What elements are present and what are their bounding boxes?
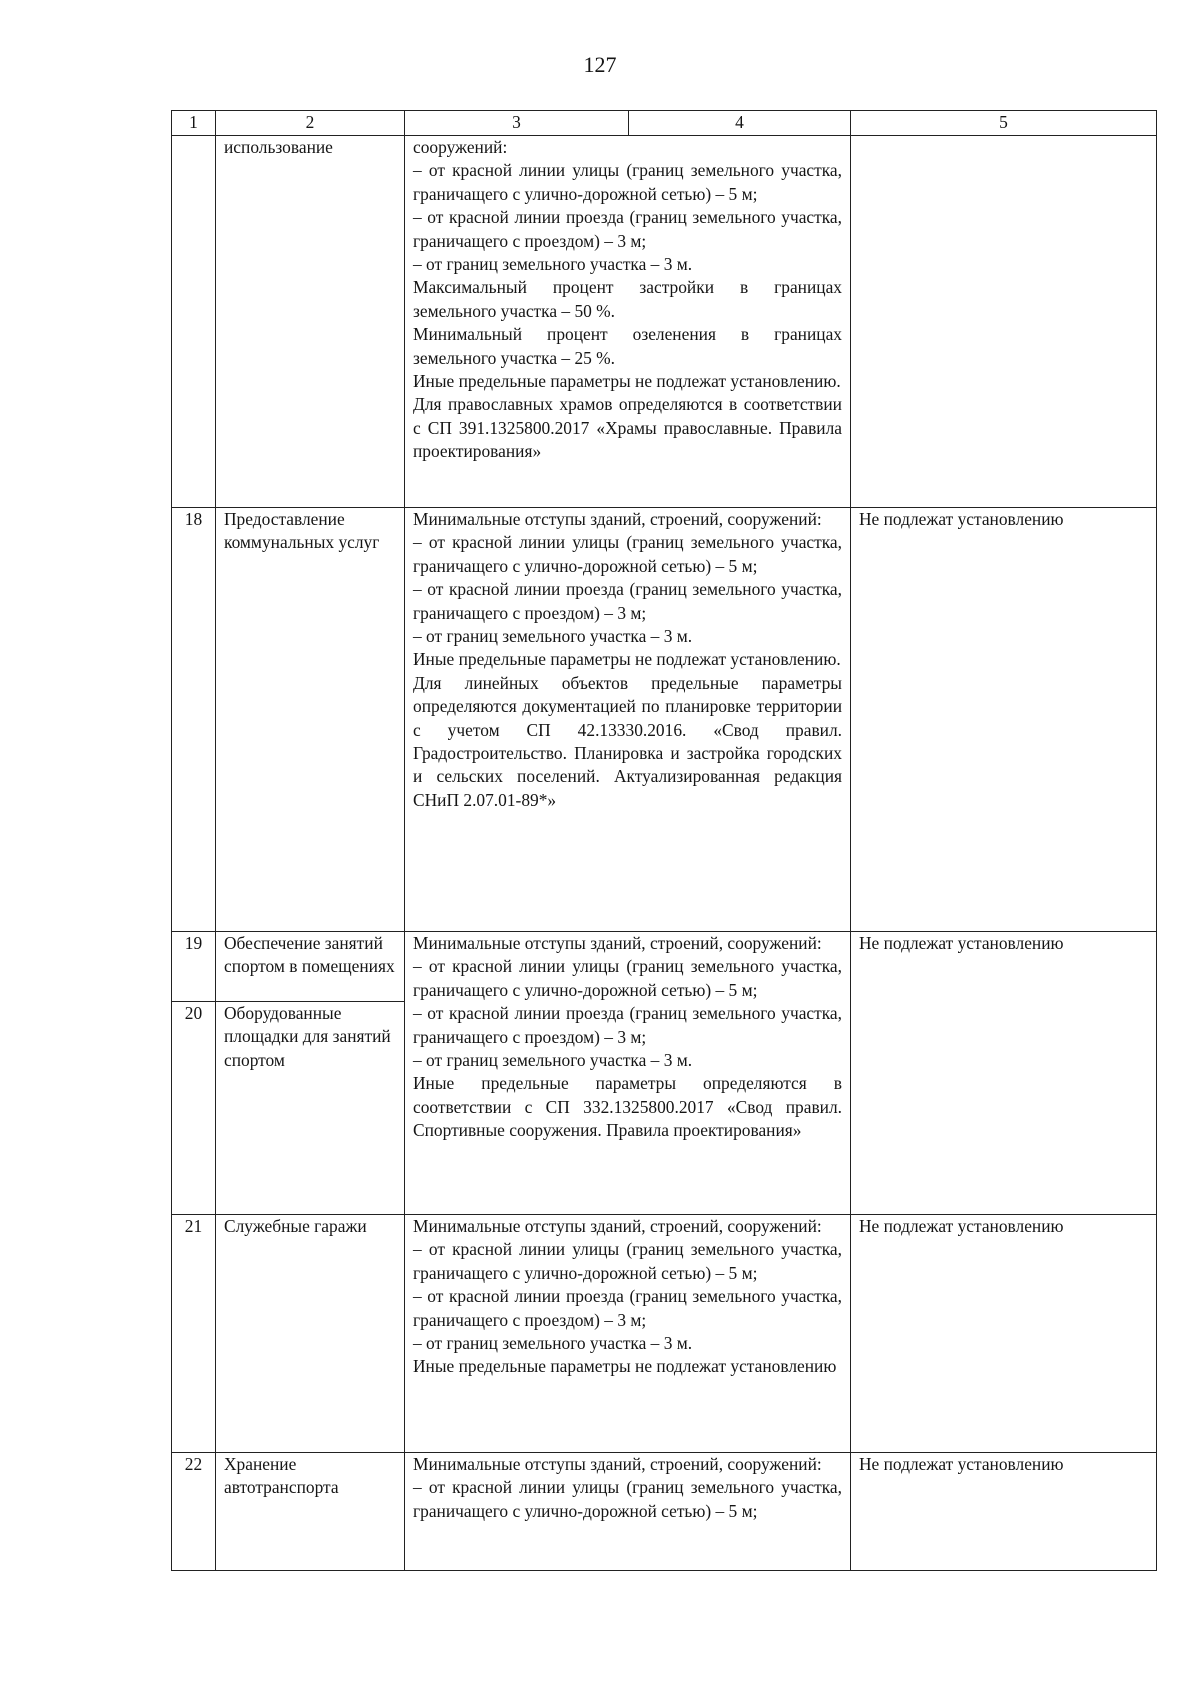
- param-line: – от красной линии улицы (границ земельного участка, граничащего с улично-дорожной сетью) – 5 м;: [413, 532, 842, 576]
- param-line: Иные предельные параметры не подлежат установлению.: [413, 371, 841, 392]
- note-cell: Не подлежат установлению: [851, 508, 1157, 932]
- param-line: Иные предельные параметры не подлежат установлению.: [413, 649, 841, 670]
- param-line: – от красной линии проезда (границ земельного участка, граничащего с проездом) – 3 м;: [413, 579, 842, 623]
- land-use-name: Оборудованные площадки для занятий спортом: [216, 1002, 405, 1215]
- param-line: сооружений:: [413, 137, 508, 157]
- row-number: 20: [172, 1002, 216, 1215]
- note-cell: Не подлежат установлению: [851, 932, 1157, 1215]
- table-row: [172, 508, 1157, 932]
- land-use-name: Служебные гаражи: [216, 1215, 405, 1453]
- param-line: Иные предельные параметры определяются в соответствии с СП 332.1325800.2017 «Свод правил. Спортивные сооружения. Правила проектирования»: [413, 1073, 842, 1141]
- col-header-4: 4: [629, 111, 851, 136]
- note-cell: Не подлежат установлению: [851, 1453, 1157, 1571]
- col-header-3: 3: [405, 111, 629, 136]
- param-line: – от границ земельного участка – 3 м.: [413, 1050, 693, 1071]
- parameters-cell: [405, 1215, 851, 1453]
- page-number: 127: [583, 52, 617, 77]
- table-row: [172, 1215, 1157, 1453]
- col-header-5: 5: [851, 111, 1157, 136]
- parameters-cell: [405, 508, 851, 932]
- param-line: Для линейных объектов предельные параметры определяются документацией по планировке территории с учетом СП 42.13330.2016. «Свод правил. Градостроительство. Планировка и застройка городских и сельских поселений. Актуализированная редакция СНиП 2.07.01-89*»: [413, 672, 842, 810]
- note-cell: Не подлежат установлению: [851, 1215, 1157, 1453]
- land-use-name: Обеспечение занятий спортом в помещениях: [216, 932, 405, 1002]
- param-line: – от красной линии улицы (границ земельного участка, граничащего с улично-дорожной сетью) – 5 м;: [413, 160, 842, 204]
- param-line: – от красной линии улицы (границ земельного участка, граничащего с улично-дорожной сетью) – 5 м;: [413, 1477, 842, 1521]
- param-line: – от красной линии проезда (границ земельного участка, граничащего с проездом) – 3 м;: [413, 207, 842, 251]
- note-cell: [851, 136, 1157, 508]
- param-line: – от красной линии проезда (границ земельного участка, граничащего с проездом) – 3 м;: [413, 1003, 842, 1047]
- col-header-1: 1: [172, 111, 216, 136]
- zoning-parameters-table: [171, 110, 1157, 1571]
- row-number: 18: [172, 508, 216, 932]
- row-number: 22: [172, 1453, 216, 1571]
- param-line: Максимальный процент застройки в границах земельного участка – 50 %.: [413, 277, 842, 321]
- param-line: Минимальные отступы зданий, строений, сооружений:: [413, 509, 822, 529]
- table-row: [172, 1453, 1157, 1571]
- table-header-row: [172, 111, 1157, 136]
- table-row: [172, 932, 1157, 1002]
- row-number: [172, 136, 216, 508]
- parameters-cell: [405, 1453, 851, 1571]
- param-line: Минимальный процент озеленения в границах земельного участка – 25 %.: [413, 324, 842, 368]
- param-line: – от красной линии улицы (границ земельного участка, граничащего с улично-дорожной сетью) – 5 м;: [413, 1239, 842, 1283]
- land-use-name: Хранение автотранспорта: [216, 1453, 405, 1571]
- col-header-2: 2: [216, 111, 405, 136]
- param-line: Минимальные отступы зданий, строений, сооружений:: [413, 933, 822, 953]
- row-number: 19: [172, 932, 216, 1002]
- param-line: Минимальные отступы зданий, строений, сооружений:: [413, 1454, 822, 1474]
- param-line: – от красной линии улицы (границ земельного участка, граничащего с улично-дорожной сетью) – 5 м;: [413, 956, 842, 1000]
- param-line: – от границ земельного участка – 3 м.: [413, 254, 693, 275]
- row-number: 21: [172, 1215, 216, 1453]
- param-line: – от границ земельного участка – 3 м.: [413, 626, 693, 647]
- parameters-cell: [405, 932, 851, 1215]
- param-line: – от красной линии проезда (границ земельного участка, граничащего с проездом) – 3 м;: [413, 1286, 842, 1330]
- land-use-name: использование: [216, 136, 405, 508]
- param-line: Иные предельные параметры не подлежат установлению: [413, 1356, 837, 1377]
- land-use-name: Предоставление коммунальных услуг: [216, 508, 405, 932]
- param-line: Минимальные отступы зданий, строений, сооружений:: [413, 1216, 822, 1236]
- param-line: Для православных храмов определяются в соответствии с СП 391.1325800.2017 «Храмы православные. Правила проектирования»: [413, 394, 842, 462]
- param-line: – от границ земельного участка – 3 м.: [413, 1333, 693, 1354]
- table-row: [172, 136, 1157, 508]
- parameters-cell: [405, 136, 851, 508]
